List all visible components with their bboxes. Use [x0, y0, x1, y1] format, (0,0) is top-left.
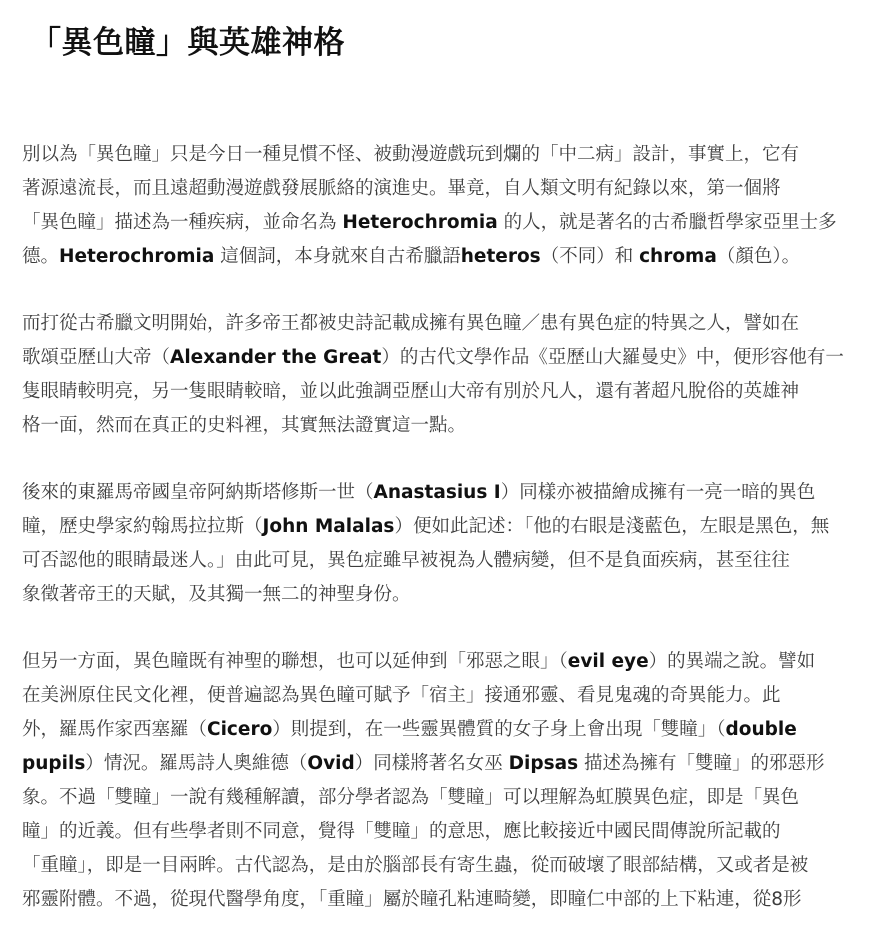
- text-run: 德。: [22, 246, 60, 267]
- latin-term: Anastasius I: [373, 482, 501, 503]
- text-run: 邪靈附體。不過，從現代醫學角度，「重瞳」屬於瞳孔粘連畸變，即瞳仁中部的上下粘連，從8形: [22, 889, 802, 910]
- text-run: ）情況。羅馬詩人奧維德（: [85, 753, 308, 774]
- paragraph-line: [22, 206, 874, 240]
- text-run: 格一面，然而在真正的史料裡，其實無法證實這一點。: [22, 415, 467, 436]
- latin-term: Heterochromia: [59, 246, 215, 267]
- text-run: ）同樣將著名女巫: [354, 753, 509, 774]
- latin-term: pupils: [22, 753, 86, 774]
- paragraph-line: [22, 713, 874, 747]
- text-run: 歌頌亞歷山大帝（: [22, 347, 171, 368]
- text-run: 外，羅馬作家西塞羅（: [22, 719, 208, 740]
- latin-term: heteros: [460, 246, 541, 267]
- text-run: 的人，就是著名的古希臘哲學家亞里士多: [497, 212, 837, 233]
- text-run: 描述為擁有「雙瞳」的邪惡形: [578, 753, 825, 774]
- text-run: ）同樣亦被描繪成擁有一亮一暗的異色: [500, 482, 816, 503]
- paragraph: [22, 645, 874, 917]
- paragraph-line: [22, 544, 874, 578]
- latin-term: Dipsas: [508, 753, 579, 774]
- paragraph-line: [22, 747, 874, 781]
- paragraph-line: [22, 510, 874, 544]
- article-title: 「異色瞳」與英雄神格: [30, 25, 345, 61]
- paragraph-line: [22, 849, 874, 883]
- text-run: 在美洲原住民文化裡，便普遍認為異色瞳可賦予「宿主」接通邪靈、看見鬼魂的奇異能力。此: [22, 685, 781, 706]
- text-run: 瞳」的近義。但有些學者則不同意，覺得「雙瞳」的意思，應比較接近中國民間傳說所記載的: [22, 821, 781, 842]
- text-run: 「重瞳」，即是一目兩眸。古代認為，是由於腦部長有寄生蟲，從而破壞了眼部結構，又或者是被: [22, 855, 809, 876]
- text-run: 隻眼睛較明亮，另一隻眼睛較暗，並以此強調亞歷山大帝有別於凡人，還有著超凡脫俗的英雄神: [22, 381, 800, 402]
- paragraph-line: [22, 138, 874, 172]
- latin-term: double: [725, 719, 797, 740]
- latin-term: John Malalas: [262, 516, 395, 537]
- paragraph-line: [22, 578, 874, 612]
- text-run: 可否認他的眼睛最迷人。」由此可見，異色症雖早被視為人體病變，但不是負面疾病，甚至往往: [22, 550, 790, 571]
- paragraph-line: [22, 645, 874, 679]
- text-run: ）則提到，在一些靈異體質的女子身上會出現「雙瞳」（: [272, 719, 726, 740]
- paragraph-line: [22, 307, 874, 341]
- text-run: 象徵著帝王的天賦，及其獨一無二的神聖身份。: [22, 584, 411, 605]
- paragraph-line: [22, 815, 874, 849]
- paragraph-line: [22, 172, 874, 206]
- latin-term: chroma: [639, 246, 717, 267]
- paragraph-line: [22, 781, 874, 815]
- paragraph-line: [22, 883, 874, 917]
- text-run: 後來的東羅馬帝國皇帝阿納斯塔修斯一世（: [22, 482, 374, 503]
- paragraph: [22, 138, 874, 274]
- text-run: ）便如此記述：「他的右眼是淺藍色，左眼是黑色，無: [394, 516, 830, 537]
- text-run: 「異色瞳」描述為一種疾病，並命名為: [22, 212, 343, 233]
- text-run: 這個詞，本身就來自古希臘語: [214, 246, 461, 267]
- text-run: 別以為「異色瞳」只是今日一種見慣不怪、被動漫遊戲玩到爛的「中二病」設計，事實上，它有: [22, 144, 800, 165]
- text-run: （顏色）。: [716, 246, 801, 267]
- paragraph-line: [22, 341, 874, 375]
- latin-term: Ovid: [307, 753, 355, 774]
- paragraph-line: [22, 240, 874, 274]
- paragraph-line: [22, 476, 874, 510]
- text-run: 象。不過「雙瞳」一說有幾種解讀，部分學者認為「雙瞳」可以理解為虹膜異色症，即是「異色: [22, 787, 800, 808]
- text-run: 著源遠流長，而且遠超動漫遊戲發展脈絡的演進史。畢竟，自人類文明有紀錄以來，第一個將: [22, 178, 781, 199]
- text-run: 而打從古希臘文明開始，許多帝王都被史詩記載成擁有異色瞳／患有異色症的特異之人，譬如在: [22, 313, 800, 334]
- text-run: 但另一方面，異色瞳既有神聖的聯想，也可以延伸到「邪惡之眼」（: [22, 651, 568, 672]
- paragraph-line: [22, 409, 874, 443]
- latin-term: evil eye: [567, 651, 649, 672]
- paragraph-line: [22, 679, 874, 713]
- text-run: ）的古代文學作品《亞歷山大羅曼史》中，便形容他有一: [381, 347, 844, 368]
- latin-term: Alexander the Great: [170, 347, 382, 368]
- latin-term: Cicero: [207, 719, 273, 740]
- text-run: （不同）和: [540, 246, 640, 267]
- paragraph-line: [22, 375, 874, 409]
- paragraph: [22, 476, 874, 612]
- text-run: 瞳，歷史學家約翰馬拉拉斯（: [22, 516, 263, 537]
- text-run: ）的異端之說。譬如: [648, 651, 816, 672]
- paragraph: [22, 307, 874, 443]
- latin-term: Heterochromia: [342, 212, 498, 233]
- article-body: [22, 138, 874, 950]
